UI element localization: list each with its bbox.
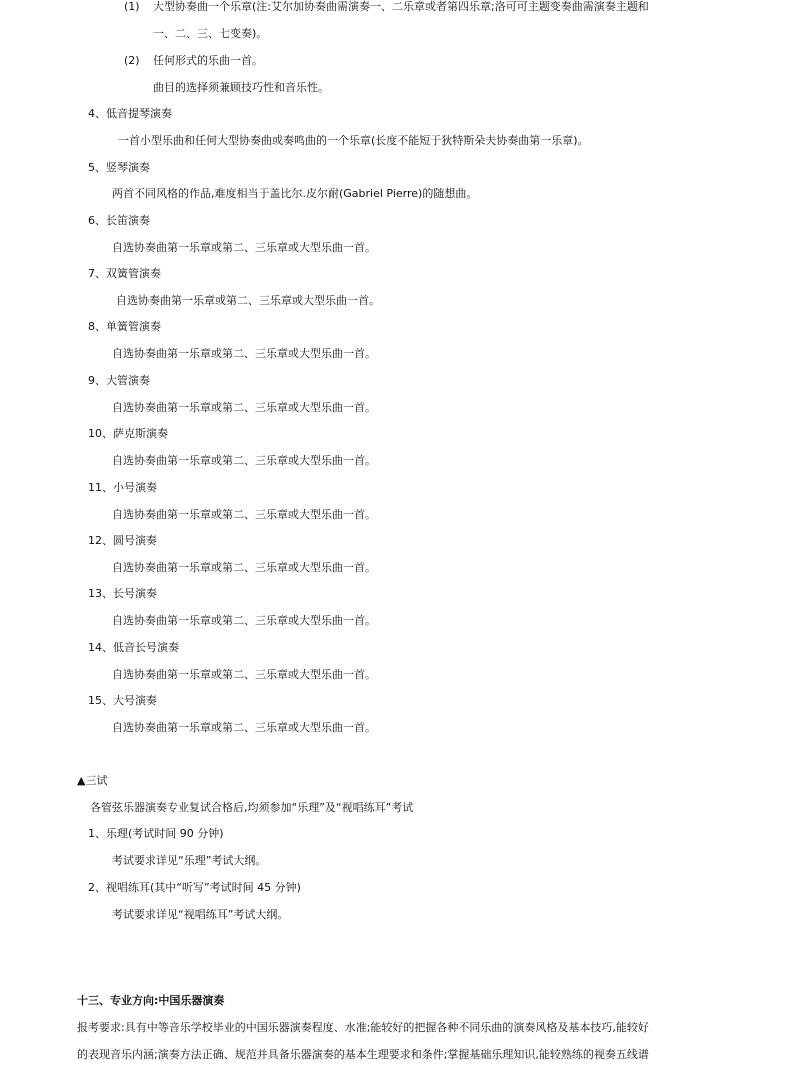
instrument-title: 14、低音长号演奏	[88, 641, 179, 654]
third-exam-intro: 各管弦乐器演奏专业复试合格后,均须参加“乐理”及“视唱练耳”考试	[90, 801, 414, 814]
requirements-line-2: 的表现音乐内涵;演奏方法正确、规范并具备乐器演奏的基本生理要求和条件;掌握基础乐理知识,能较熟练的视奏五线谱	[77, 1048, 649, 1061]
section-heading-13: 十三、专业方向:中国乐器演奏	[77, 994, 225, 1007]
section-heading-third-exam: ▲三试	[77, 774, 108, 787]
instrument-title: 9、大管演奏	[88, 374, 150, 387]
item-number: (1)	[124, 0, 140, 13]
third-exam-item-title: 2、视唱练耳(其中“听写”考试时间 45 分钟)	[88, 881, 301, 894]
instrument-desc: 自选协奏曲第一乐章或第二、三乐章或大型乐曲一首。	[116, 294, 380, 307]
item-note: 曲目的选择须兼顾技巧性和音乐性。	[153, 81, 329, 94]
instrument-desc: 自选协奏曲第一乐章或第二、三乐章或大型乐曲一首。	[112, 508, 376, 521]
requirements-line-1: 报考要求:具有中等音乐学校毕业的中国乐器演奏程度、水准;能较好的把握各种不同乐曲的演奏风格及基本技巧,能较好	[77, 1021, 649, 1034]
item-text: 任何形式的乐曲一首。	[153, 54, 263, 67]
instrument-desc: 自选协奏曲第一乐章或第二、三乐章或大型乐曲一首。	[112, 614, 376, 627]
instrument-desc: 自选协奏曲第一乐章或第二、三乐章或大型乐曲一首。	[112, 241, 376, 254]
instrument-title: 15、大号演奏	[88, 694, 157, 707]
third-exam-item-title: 1、乐理(考试时间 90 分钟)	[88, 827, 224, 840]
instrument-desc: 自选协奏曲第一乐章或第二、三乐章或大型乐曲一首。	[112, 454, 376, 467]
item-number: (2)	[124, 54, 140, 67]
instrument-title: 11、小号演奏	[88, 481, 157, 494]
instrument-title: 8、单簧管演奏	[88, 320, 161, 333]
instrument-title: 10、萨克斯演奏	[88, 427, 168, 440]
instrument-title: 5、竖琴演奏	[88, 161, 150, 174]
item-text: 大型协奏曲一个乐章(注:艾尔加协奏曲需演奏一、二乐章或者第四乐章;洛可可主题变奏曲需演奏主题和	[153, 0, 649, 13]
instrument-title: 7、双簧管演奏	[88, 267, 161, 280]
instrument-title: 13、长号演奏	[88, 587, 157, 600]
item-text-continued: 一、二、三、七变奏)。	[153, 27, 268, 40]
instrument-desc: 一首小型乐曲和任何大型协奏曲或奏鸣曲的一个乐章(长度不能短于狄特斯朵夫协奏曲第一乐章)。	[118, 134, 589, 147]
third-exam-item-desc: 考试要求详见“乐理”考试大纲。	[112, 854, 267, 867]
instrument-desc: 两首不同风格的作品,难度相当于盖比尔.皮尔耐(Gabriel Pierre)的随想曲。	[112, 187, 478, 200]
instrument-title: 4、低音提琴演奏	[88, 107, 172, 120]
instrument-desc: 自选协奏曲第一乐章或第二、三乐章或大型乐曲一首。	[112, 401, 376, 414]
instrument-desc: 自选协奏曲第一乐章或第二、三乐章或大型乐曲一首。	[112, 721, 376, 734]
third-exam-item-desc: 考试要求详见“视唱练耳”考试大纲。	[112, 908, 289, 921]
instrument-title: 6、长笛演奏	[88, 214, 150, 227]
instrument-title: 12、圆号演奏	[88, 534, 157, 547]
instrument-desc: 自选协奏曲第一乐章或第二、三乐章或大型乐曲一首。	[112, 668, 376, 681]
instrument-desc: 自选协奏曲第一乐章或第二、三乐章或大型乐曲一首。	[112, 561, 376, 574]
instrument-desc: 自选协奏曲第一乐章或第二、三乐章或大型乐曲一首。	[112, 347, 376, 360]
